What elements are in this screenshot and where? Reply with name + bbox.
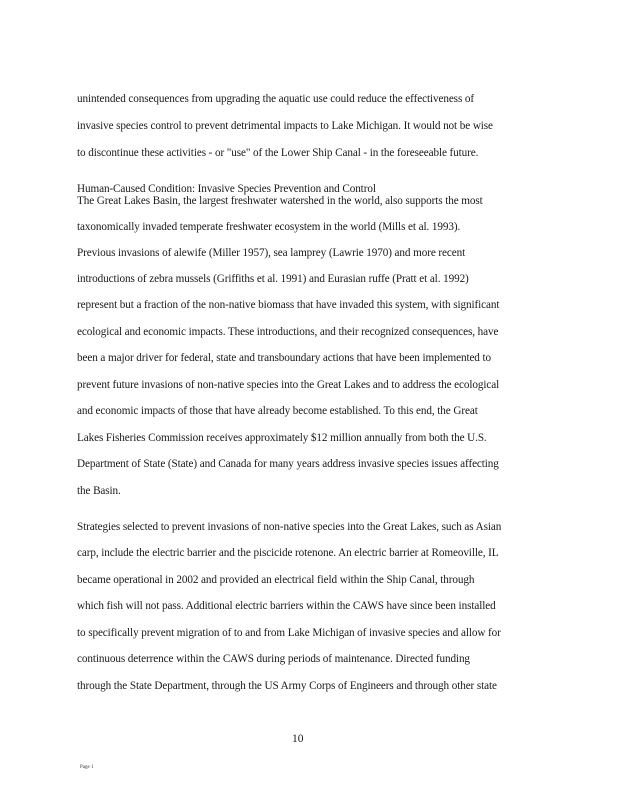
section-heading: Human-Caused Condition: Invasive Species Prevention and Control	[77, 183, 376, 195]
body-line: continuous deterrence within the CAWS during periods of maintenance. Directed funding	[77, 653, 470, 665]
body-line: the Basin.	[77, 485, 121, 497]
body-line: through the State Department, through the US Army Corps of Engineers and through other state	[77, 680, 497, 692]
body-line: Previous invasions of alewife (Miller 1957), sea lamprey (Lawrie 1970) and more recent	[77, 247, 466, 259]
body-line: introductions of zebra mussels (Griffiths et al. 1991) and Eurasian ruffe (Pratt et al. 1992)	[77, 273, 469, 285]
body-line: to discontinue these activities - or "use" of the Lower Ship Canal - in the foreseeable future.	[77, 147, 479, 159]
page-number: 10	[292, 733, 304, 745]
body-line: became operational in 2002 and provided an electrical field within the Ship Canal, through	[77, 574, 475, 586]
page-footer-mark: Page 1	[80, 765, 94, 770]
body-line: represent but a fraction of the non-native biomass that have invaded this system, with significant	[77, 299, 500, 311]
body-line: taxonomically invaded temperate freshwater ecosystem in the world (Mills et al. 1993).	[77, 221, 461, 233]
body-line: The Great Lakes Basin, the largest freshwater watershed in the world, also supports the most	[77, 195, 483, 207]
body-line: Strategies selected to prevent invasions of non-native species into the Great Lakes, such as Asian	[77, 521, 502, 533]
body-line: prevent future invasions of non-native species into the Great Lakes and to address the ecological	[77, 379, 500, 391]
body-line: carp, include the electric barrier and the piscicide rotenone. An electric barrier at Romeoville, IL	[77, 547, 499, 559]
body-line: invasive species control to prevent detrimental impacts to Lake Michigan. It would not be wise	[77, 120, 493, 132]
body-line: to specifically prevent migration of to and from Lake Michigan of invasive species and allow for	[77, 627, 501, 639]
body-line: and economic impacts of those that have already become established. To this end, the Great	[77, 405, 478, 417]
body-line: been a major driver for federal, state and transboundary actions that have been implemented to	[77, 352, 492, 364]
body-line: which fish will not pass. Additional electric barriers within the CAWS have since been installed	[77, 600, 496, 612]
body-line: Lakes Fisheries Commission receives approximately $12 million annually from both the U.S.	[77, 432, 487, 444]
body-line: unintended consequences from upgrading the aquatic use could reduce the effectiveness of	[77, 93, 475, 105]
body-line: ecological and economic impacts. These introductions, and their recognized consequences, have	[77, 326, 499, 338]
body-line: Department of State (State) and Canada for many years address invasive species issues affecting	[77, 458, 499, 470]
